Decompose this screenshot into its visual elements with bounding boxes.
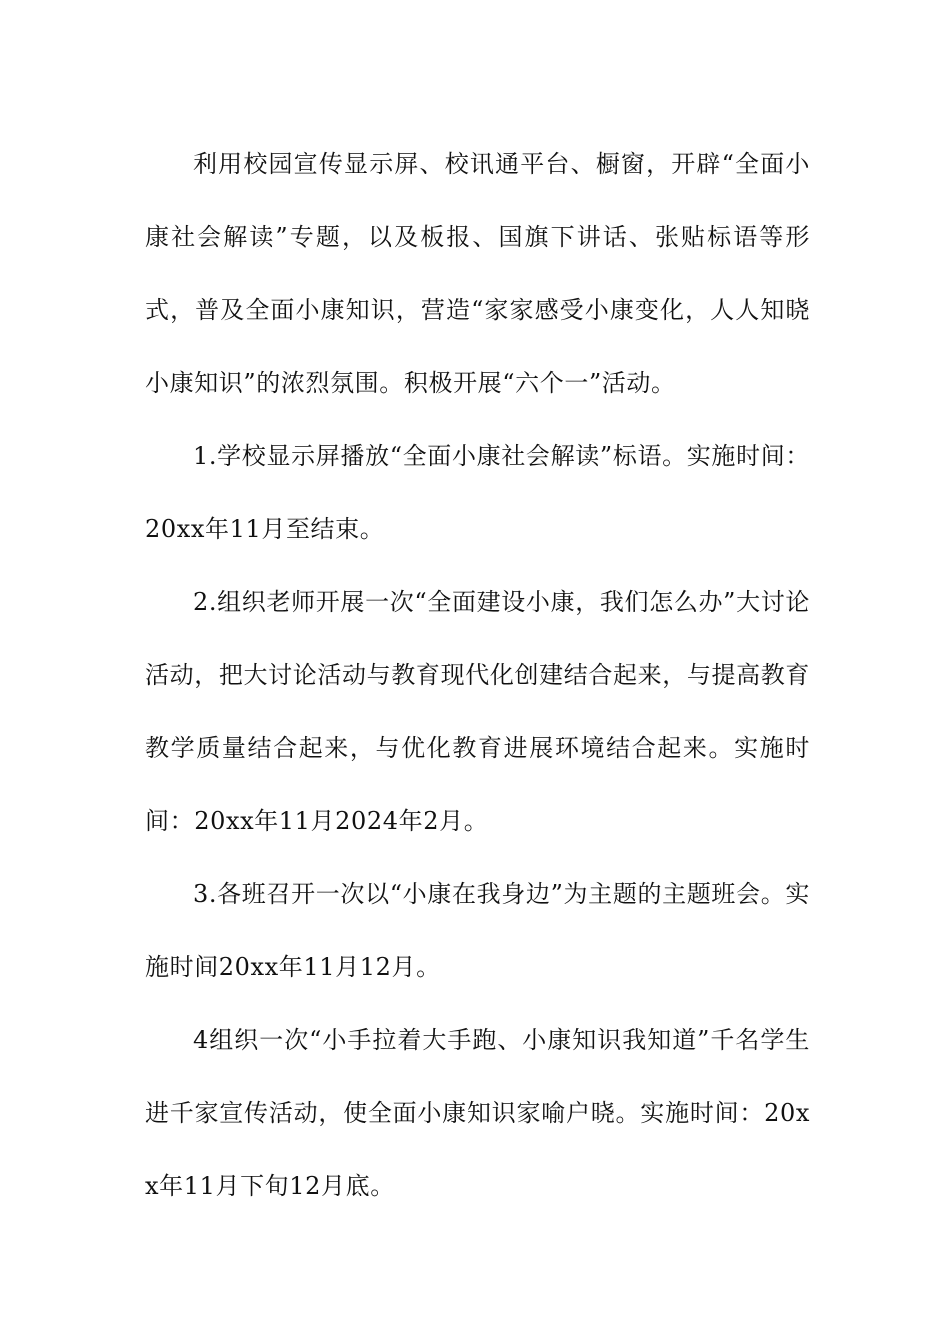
paragraph-item-2: 2.组织老师开展一次“全面建设小康，我们怎么办”大讨论活动，把大讨论活动与教育现代化创建结合起来，与提高教育教学质量结合起来，与优化教育进展环境结合起来。实施时间：20xx年11月2024年2月。 [145,588,810,835]
paragraph-item-3: 3.各班召开一次以“小康在我身边”为主题的主题班会。实施时间20xx年11月12月。 [145,880,810,981]
paragraph-item-1: 1.学校显示屏播放“全面小康社会解读”标语。实施时间：20xx年11月至结束。 [145,442,810,543]
paragraph-intro: 利用校园宣传显示屏、校讯通平台、橱窗，开辟“全面小康社会解读”专题，以及板报、国旗下讲话、张贴标语等形式，普及全面小康知识，营造“家家感受小康变化，人人知晓小康知识”的浓烈氛围。积极开展“六个一”活动。 [145,150,810,397]
document-body [145,128,810,1223]
paragraph-item-4: 4组织一次“小手拉着大手跑、小康知识我知道”千名学生进千家宣传活动，使全面小康知识家喻户晓。实施时间：20xx年11月下旬12月底。 [145,1026,810,1200]
